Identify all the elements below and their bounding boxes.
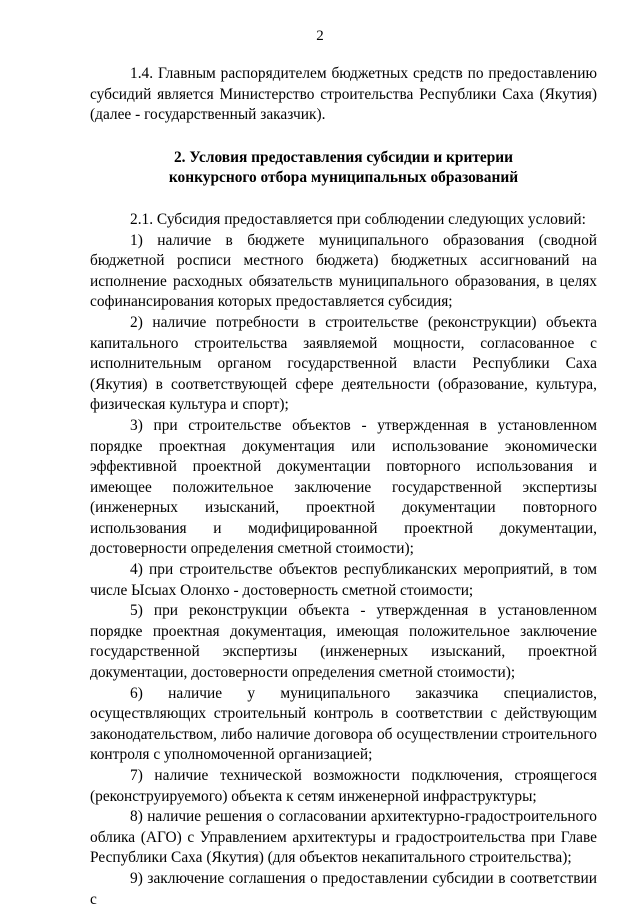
section-title-line-2: конкурсного отбора муниципальных образований [168,169,519,187]
condition-6: 6) наличие у муниципального заказчика специалистов, осуществляющих строительный контроль в соответствии с действующим законодательством, либо наличие договора об осуществлении строительного контроля с уполномоченной организацией; [90,684,597,764]
condition-3: 3) при строительстве объектов - утвержденная в установленном порядке проектная документация или использование экономически эффективной проектной документации повторного использования и имеющее положительное заключение государственной экспертизы (инженерных изысканий, проектной документации повторного использования и модифицированной проектной документации, достоверности определения сметной стоимости); [90,416,597,558]
section-title [90,148,597,189]
condition-5: 5) при реконструкции объекта - утвержденная в установленном порядке проектная документация, имеющая положительное заключение государственной экспертизы (инженерных изысканий, проектной документации, достоверности определения сметной стоимости); [90,602,597,682]
condition-9: 9) заключение соглашения о предоставлении субсидии в соответствии с [90,869,597,908]
condition-7: 7) наличие технической возможности подключения, строящегося (реконструируемого) объекта к сетям инженерной инфраструктуры; [90,767,597,805]
section-gap [90,189,597,210]
section-title-line-1: 2. Условия предоставления субсидии и критерии [173,148,514,166]
condition-8: 8) наличие решения о согласовании архитектурно-градостроительного облика (АГО) с Управлением архитектуры и градостроительства при Главе Республики Саха (Якутия) (для объектов некапитального строительства); [90,808,597,867]
condition-1: 1) наличие в бюджете муниципального образования (сводной бюджетной росписи местного бюджета) бюджетных ассигнований на исполнение расходных обязательств муниципального образования, в целях софинансирования которых предоставляется субсидия; [90,231,597,311]
paragraph-2-1: 2.1. Субсидия предоставляется при соблюдении следующих условий: [130,210,586,228]
intro-paragraph: 1.4. Главным распорядителем бюджетных средств по предоставлению субсидий является Министерство строительства Республики Саха (Якутия) (далее - государственный заказчик). [90,65,597,124]
condition-4: 4) при строительстве объектов республиканских мероприятий, в том числе Ысыах Олонхо - достоверность сметной стоимости; [90,561,597,599]
page-number: 2 [316,28,324,44]
condition-2: 2) наличие потребности в строительстве (реконструкции) объекта капитального строительства заявляемой мощности, согласованное с исполнительным органом государственной власти Республики Саха (Якутия) в соответствующей сфере деятельности (образование, культура, физическая культура и спорт); [90,313,597,414]
document-body [90,64,597,910]
